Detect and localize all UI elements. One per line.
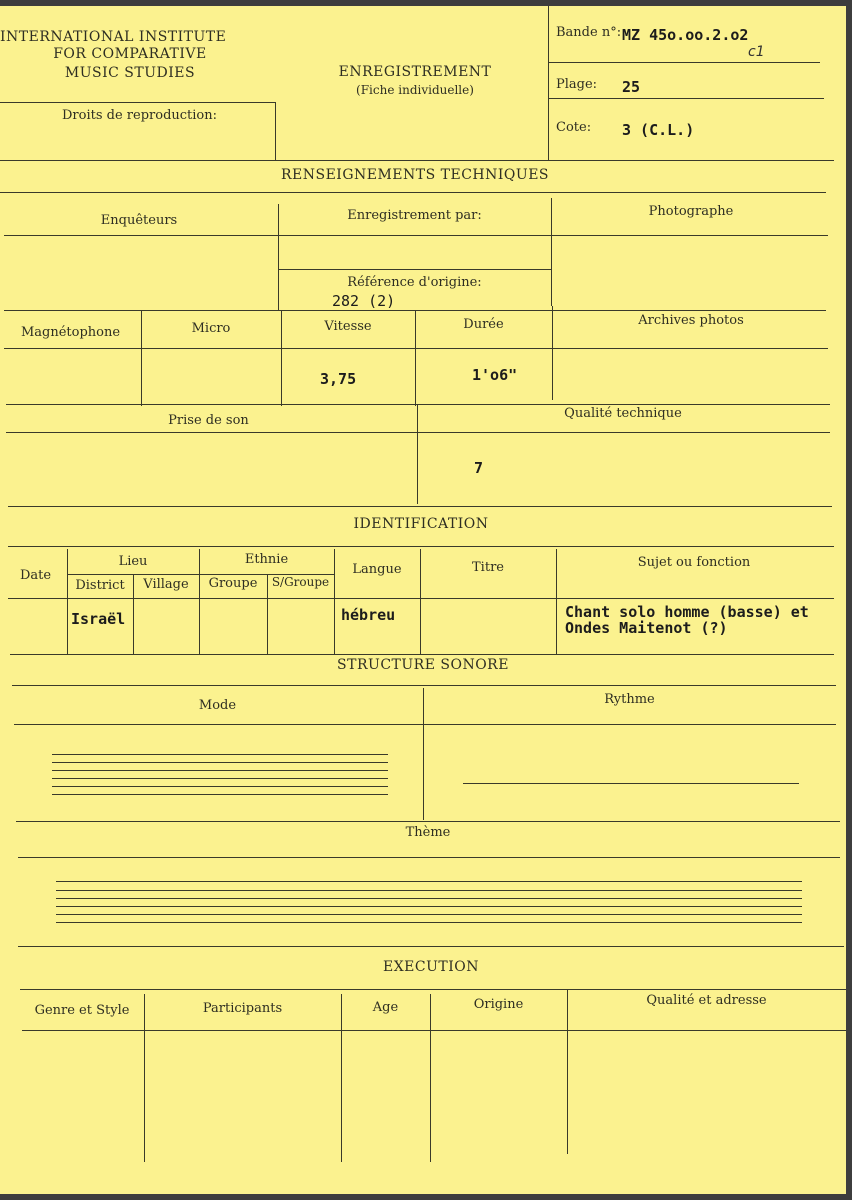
duree-value: 1'o6"	[472, 366, 518, 384]
date-label: Date	[19, 568, 52, 583]
cote-value: 3 (C.L.)	[622, 121, 695, 139]
prise-de-son-label: Prise de son	[168, 413, 249, 428]
mode-label: Mode	[198, 698, 237, 713]
rule	[0, 160, 834, 161]
reference-value: 282 (2)	[332, 292, 396, 310]
rule	[144, 994, 145, 1162]
rule	[548, 6, 549, 160]
rule	[16, 821, 840, 822]
lieu-label: Lieu	[118, 554, 148, 569]
record-title: ENREGISTREMENT	[338, 64, 492, 80]
execution-section-title: EXECUTION	[382, 959, 479, 975]
rule	[18, 946, 844, 947]
mode-line	[52, 754, 388, 755]
rule	[10, 654, 834, 655]
duree-label: Durée	[463, 317, 504, 332]
sujet-value-line2: Ondes Maitenot (?)	[565, 619, 728, 637]
identification-section-title: IDENTIFICATION	[353, 516, 489, 532]
origine-label: Origine	[473, 997, 524, 1012]
rule	[18, 857, 840, 858]
mode-line	[52, 786, 388, 787]
institute-name-line2: FOR COMPARATIVE	[53, 46, 207, 62]
enregistrement-par-label: Enregistrement par:	[347, 208, 482, 223]
district-value: Israël	[71, 610, 126, 628]
rule	[0, 102, 276, 103]
mode-line	[52, 778, 388, 779]
rule	[22, 1030, 846, 1031]
rule	[0, 192, 826, 193]
institute-name-line3: MUSIC STUDIES	[64, 65, 196, 81]
sgroupe-label: S/Groupe	[271, 575, 330, 589]
theme-line	[56, 898, 802, 899]
theme-line	[56, 922, 802, 923]
ethnie-label: Ethnie	[244, 552, 289, 567]
qualite-technique-value: 7	[474, 459, 484, 477]
rule	[548, 62, 820, 63]
rule	[4, 235, 828, 236]
rule	[20, 989, 846, 990]
langue-value: hébreu	[341, 606, 396, 624]
district-label: District	[75, 578, 125, 593]
reference-label: Référence d'origine:	[347, 275, 482, 290]
bande-note: c1	[748, 44, 765, 60]
rule	[278, 269, 551, 270]
theme-line	[56, 890, 802, 891]
sujet-value-line1: Chant solo homme (basse) et	[565, 603, 809, 621]
rule	[6, 404, 830, 405]
bande-label: Bande n°:	[556, 25, 622, 40]
mode-line	[52, 762, 388, 763]
age-label: Age	[372, 1000, 399, 1015]
rule	[4, 348, 828, 349]
mode-line	[52, 794, 388, 795]
rights-label: Droits de reproduction:	[62, 108, 218, 123]
rythme-line	[463, 783, 799, 784]
plage-value: 25	[622, 78, 641, 96]
rule	[341, 994, 342, 1162]
rythme-label: Rythme	[604, 692, 655, 707]
magnetophone-label: Magnétophone	[20, 325, 121, 340]
rule	[8, 546, 834, 547]
theme-line	[56, 914, 802, 915]
plage-label: Plage:	[556, 77, 598, 92]
mode-line	[52, 770, 388, 771]
rule	[6, 432, 830, 433]
rule	[8, 598, 834, 599]
rule	[275, 102, 276, 160]
rule	[423, 688, 424, 820]
rule	[12, 685, 836, 686]
archives-photos-label: Archives photos	[638, 313, 744, 328]
micro-label: Micro	[191, 321, 231, 336]
langue-label: Langue	[352, 562, 402, 577]
bande-value: MZ 45o.oo.2.o2	[622, 26, 749, 44]
rule	[567, 990, 568, 1154]
index-card	[0, 6, 846, 1194]
institute-name-line1: INTERNATIONAL INSTITUTE	[0, 29, 227, 45]
rule	[8, 506, 832, 507]
record-subtitle: (Fiche individuelle)	[356, 83, 474, 97]
photographe-label: Photographe	[648, 204, 734, 219]
enqueteurs-label: Enquêteurs	[100, 213, 178, 228]
theme-line	[56, 906, 802, 907]
titre-label: Titre	[472, 560, 504, 575]
theme-line	[56, 881, 802, 882]
vitesse-label: Vitesse	[324, 319, 372, 334]
qualite-adresse-label: Qualité et adresse	[646, 993, 767, 1008]
theme-label: Thème	[405, 825, 451, 840]
rule	[548, 98, 824, 99]
cote-label: Cote:	[556, 120, 592, 135]
rule	[430, 994, 431, 1162]
groupe-label: Groupe	[208, 576, 258, 591]
genre-style-label: Genre et Style	[34, 1003, 130, 1018]
village-label: Village	[143, 577, 189, 592]
participants-label: Participants	[202, 1001, 283, 1016]
technical-section-title: RENSEIGNEMENTS TECHNIQUES	[280, 167, 550, 183]
structure-section-title: STRUCTURE SONORE	[337, 657, 509, 673]
rule	[14, 724, 836, 725]
sujet-label: Sujet ou fonction	[637, 555, 751, 570]
qualite-technique-label: Qualité technique	[564, 406, 682, 421]
vitesse-value: 3,75	[320, 370, 357, 388]
